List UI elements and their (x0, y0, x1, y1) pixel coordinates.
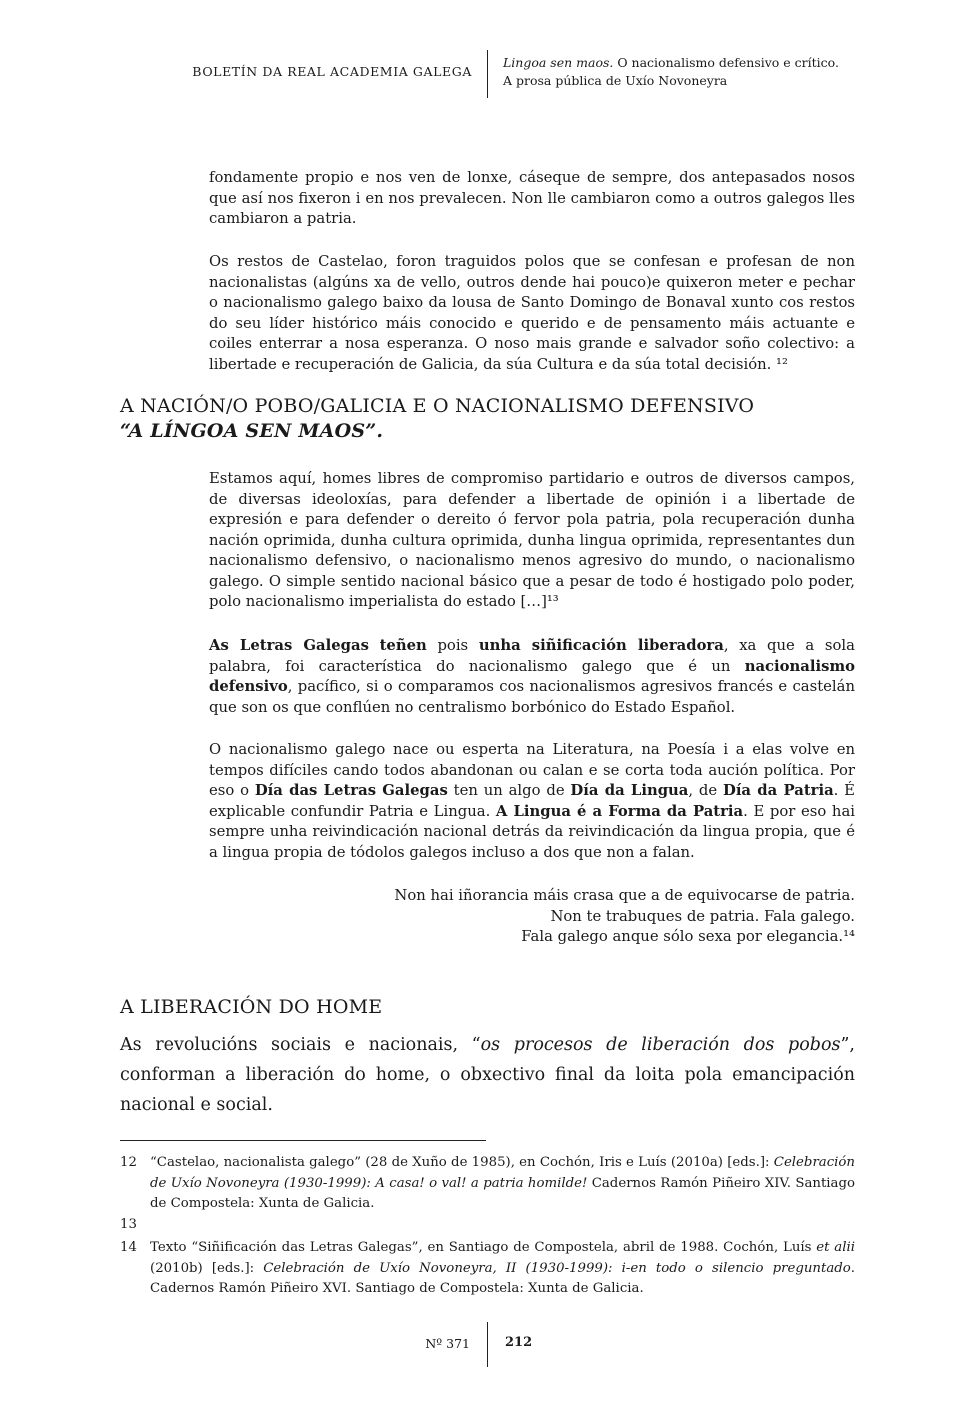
article-running-title (503, 54, 839, 90)
text-run: Texto “Siñificación das Letras Galegas”, en Santiago de Compostela, abril de 1988. Cochón, Luís (150, 1240, 817, 1255)
paragraph-castelao: Os restos de Castelao, foron traguidos polos que se confesan e profesan de non nacionalistas (algúns xa de vello, outros dende hai pouco)e quixeron meter e pechar o nacionalismo galego baixo da lousa de Santo Domingo de Bonaval xunto cos restos do seu líder histórico máis conocido e querido e de pensamento máis actuante e coiles enterrar a nosa esperanza. O noso mais grande e salvador soño colectivo: a libertade e recuperación de Galicia, da súa Cultura e da súa total decisión. ¹² (209, 253, 855, 373)
article-title-italic: Lingoa sen maos. (503, 55, 614, 70)
quote-paragraph-1: Estamos aquí, homes libres de compromiso partidario e outros de diversos campos, de diversas ideoloxías, para defender a libertade de opinión i a libertade de expresión e para defender o dereito ó fervor pola patria, pola recuperación dunha nación oprimida, dunha cultura oprimida, dunha lingua oprimida, representantes dun nacionalismo defensivo, o nacionalismo menos agresivo do mundo, o nacionalismo galego. O simple sentido nacional básico que a pesar de todo é hostigado polo poder, polo nacionalismo imperialista do estado […]¹³ (209, 470, 855, 610)
journal-title: BOLETÍN DA REAL ACADEMIA GALEGA (192, 64, 472, 79)
footnote-number: 14 (120, 1240, 137, 1255)
text-run: . E por eso hai sempre unha reivindicación nacional detrás da reivindicación da lingua propia, que é a lingua propia de tódolos galegos incluso a dos que non a falan. (209, 802, 855, 861)
article-title-rest: O nacionalismo defensivo e crítico. (613, 55, 839, 70)
text-run: , pacífico, si o comparamos cos nacionalismos agresivos francés e castelán que son os que conflúen no centralismo borbónico do Estado Español. (209, 678, 855, 716)
bold-sinificacion: unha siñificación liberadora (478, 637, 724, 654)
footnote-12 (120, 1153, 855, 1215)
text-run: ten un algo de (447, 782, 571, 799)
bold-lingua-forma-patria: A Lingua é a Forma da Patria (495, 802, 744, 820)
italic-title: Celebración de Uxío Novoneyra, II (1930-1999): i-en todo o silencio preguntado (263, 1260, 851, 1276)
footnote-number: 13 (120, 1217, 137, 1232)
footnote-13 (120, 1215, 855, 1236)
text-run: As revolucións sociais e nacionais, “ (120, 1035, 481, 1055)
text-run: “Castelao, nacionalista galego” (28 de Xuño de 1985), en Cochón, Iris e Luís (2010a) [eds.]: (150, 1155, 774, 1170)
closing-verse (209, 886, 855, 948)
text-run: . Cadernos Ramón Piñeiro XVI. Santiago de Compostela: Xunta de Galicia. (150, 1260, 856, 1296)
verse-line: Non hai iñorancia máis crasa que a de equivocarse de patria. (394, 887, 855, 904)
text-run: pois (426, 637, 479, 654)
section-subheading: “A LÍNGOA SEN MAOS”. (120, 420, 384, 442)
paragraph-continuation: fondamente propio e nos ven de lonxe, cáseque de sempre, dos antepasados nosos que así nos fixeron i en nos prevalecen. Non lle cambiaron como a outros galegos lles cambiaron a patria. (209, 169, 855, 227)
section-heading-line: A NACIÓN/O POBO/GALICIA E O NACIONALISMO DEFENSIVO (120, 395, 755, 417)
text-run: ”, conforman a liberación do home, o obxectivo final da loita pola emancipación nacional e social. (120, 1035, 855, 1115)
text-run: O nacionalismo galego nace ou esperta na Literatura, na Poesía i a elas volve en tempos difíciles cando todos abandonan ou calan e se corta toda aución política. Por eso o (209, 741, 855, 799)
text-run: , xa que a sola palabra, foi característica do nacionalismo galego que é un (209, 637, 855, 675)
bold-dia-patria: Día da Patria (722, 782, 834, 799)
verse-line: Fala galego anque sólo sexa por elegancia.¹⁴ (521, 928, 855, 945)
italic-et-alii: et alii (816, 1240, 855, 1255)
italic-title: Celebración de Uxío Novoneyra (1930-1999): A casa! o val! a patria homilde! (150, 1155, 855, 1191)
footer-divider (487, 1322, 488, 1367)
bold-tenen: teñen (379, 637, 427, 654)
text-run: , de (688, 782, 723, 799)
lead-paragraph (120, 1030, 855, 1120)
quote-paragraph-2 (209, 636, 855, 718)
bold-dia-lingua: Día da Lingua (570, 782, 689, 799)
bold-letras-galegas: As Letras Galegas (209, 637, 369, 654)
footnote-rule (120, 1140, 486, 1141)
header-divider (487, 50, 488, 98)
section-heading-liberacion: A LIBERACIÓN DO HOME (120, 996, 383, 1018)
italic-procesos: os procesos de liberación dos pobos (480, 1035, 841, 1055)
text-run: Cadernos Ramón Piñeiro XIV. Santiago de Compostela: Xunta de Galicia. (150, 1175, 855, 1211)
text-run: (2010b) [eds.]: (150, 1260, 264, 1276)
quote-paragraph-3 (209, 740, 855, 863)
footnote-text (150, 1238, 855, 1300)
article-subtitle: A prosa pública de Uxío Novoneyra (503, 73, 728, 88)
page-number: 212 (505, 1335, 533, 1350)
text-run: . É explicable confundir Patria e Lingua. (209, 782, 855, 820)
bold-nacionalismo-defensivo: nacionalismo defensivo (209, 657, 855, 695)
footnote-number: 12 (120, 1155, 137, 1170)
bold-dia-letras: Día das Letras Galegas (254, 782, 448, 799)
footnote-text (150, 1153, 855, 1215)
section-heading-nacion (120, 394, 860, 444)
footnote-text (150, 1215, 855, 1236)
footnote-14 (120, 1238, 855, 1300)
issue-number: Nº 371 (425, 1336, 470, 1351)
verse-line: Non te trabuques de patria. Fala galego. (550, 907, 855, 925)
